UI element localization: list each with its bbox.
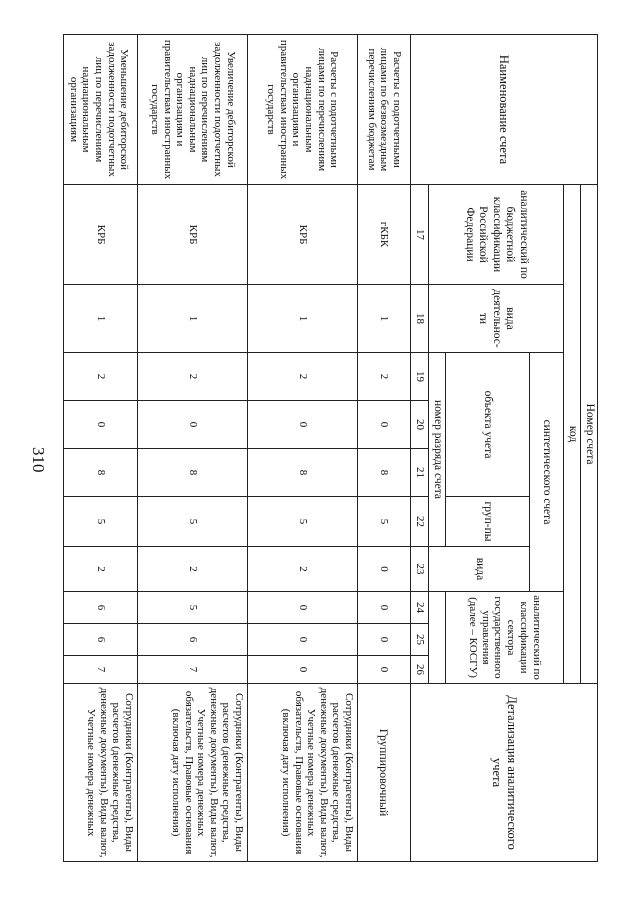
cell-c24: 5 (138, 592, 248, 624)
page-number: 310 (29, 447, 48, 473)
header-activity-type: вида деятельнос-ти (429, 285, 564, 353)
cell-c26: 0 (358, 656, 411, 684)
account-name-cell: Расчеты с подотчетными лицами по безвозмездным перечислениям бюджетам (358, 35, 411, 185)
cell-c18: 1 (358, 285, 411, 353)
cell-c23: 2 (248, 547, 358, 592)
cell-c26: 0 (248, 656, 358, 684)
cell-c23: 2 (138, 547, 248, 592)
cell-c21: 8 (138, 449, 248, 497)
detail-cell: Сотрудники (Контрагенты), Виды расчетов (денежные средства, денежные документы), Виды валют, Учетные номера денежных обязательств, Правовые основания (включая дату исполнения) (138, 684, 248, 862)
cell-c21: 8 (358, 449, 411, 497)
header-analytic-budget: аналитический по бюджетной классификации Российской Федерации (429, 185, 564, 285)
cell-c20: 0 (64, 401, 138, 449)
detail-cell: Группировочный (358, 684, 411, 862)
cell-c22: 5 (64, 497, 138, 547)
col-number: 24 (411, 592, 429, 624)
cell-c20: 0 (358, 401, 411, 449)
cell-c20: 0 (248, 401, 358, 449)
header-code: код (564, 185, 581, 684)
cell-c24: 6 (64, 592, 138, 624)
header-empty-cell (429, 592, 446, 684)
table-row (358, 35, 411, 862)
cell-c22: 5 (138, 497, 248, 547)
header-account-name: Наименование счета (411, 35, 598, 185)
cell-c24: 0 (358, 592, 411, 624)
cell-c25: 6 (64, 624, 138, 656)
cell-c17: КРБ (64, 185, 138, 285)
cell-c20: 0 (138, 401, 248, 449)
cell-c23: 0 (358, 547, 411, 592)
cell-c19: 2 (138, 353, 248, 401)
col-number: 25 (411, 624, 429, 656)
header-digit-number: номер разряда счета (429, 353, 446, 547)
detail-cell: Сотрудники (Контрагенты), Виды расчетов (денежные средства, денежные документы), Виды валют, Учетные номера денежных (64, 684, 138, 862)
cell-c19: 2 (358, 353, 411, 401)
cell-c24: 0 (248, 592, 358, 624)
cell-c17: КРБ (248, 185, 358, 285)
account-name-cell: Увеличение дебиторской задолженности подотчетных лиц по перечислениям наднациональным организациям и правительствам иностранных государств (138, 35, 248, 185)
col-number: 17 (411, 185, 429, 285)
header-group: груп-пы (446, 497, 530, 547)
col-number: 18 (411, 285, 429, 353)
col-number: 19 (411, 353, 429, 401)
header-object: объекта учета (446, 353, 530, 497)
col-number: 26 (411, 656, 429, 684)
cell-c21: 8 (248, 449, 358, 497)
table-row (64, 35, 138, 862)
cell-c18: 1 (64, 285, 138, 353)
cell-c25: 0 (358, 624, 411, 656)
detail-cell: Сотрудники (Контрагенты), Виды расчетов (денежные средства, денежные документы), Виды валют, Учетные номера денежных обязательств, Правовые основания (включая дату исполнения) (248, 684, 358, 862)
cell-c17: КРБ (138, 185, 248, 285)
cell-c23: 2 (64, 547, 138, 592)
col-number: 21 (411, 449, 429, 497)
cell-c26: 7 (138, 656, 248, 684)
cell-c17: гКБК (358, 185, 411, 285)
rotated-table-container (67, 34, 598, 861)
header-synthetic: синтетического счета (530, 353, 564, 592)
cell-c25: 0 (248, 624, 358, 656)
cell-c25: 6 (138, 624, 248, 656)
table-row (138, 35, 248, 862)
cell-c18: 1 (138, 285, 248, 353)
cell-c21: 8 (64, 449, 138, 497)
cell-c18: 1 (248, 285, 358, 353)
header-account-number: Номер счета (581, 185, 598, 684)
account-name-cell: Расчеты с подотчетными лицами по перечислениям наднациональным организациям и правительствам иностранных государств (248, 35, 358, 185)
cell-c22: 5 (248, 497, 358, 547)
cell-c19: 2 (248, 353, 358, 401)
account-table (63, 34, 598, 862)
header-kind: вида (429, 547, 530, 592)
col-number: 23 (411, 547, 429, 592)
col-number: 20 (411, 401, 429, 449)
account-name-cell: Уменьшение дебиторской задолженности подотчетных лиц по перечислениям наднациональным организациям (64, 35, 138, 185)
header-detail: Детализация аналитического учета (411, 684, 598, 862)
table-row (248, 35, 358, 862)
cell-c19: 2 (64, 353, 138, 401)
col-number: 22 (411, 497, 429, 547)
cell-c26: 7 (64, 656, 138, 684)
cell-c22: 5 (358, 497, 411, 547)
header-kosgu: аналитический по классификации сектора государственного управления (далее – КОСГУ) (446, 592, 564, 684)
